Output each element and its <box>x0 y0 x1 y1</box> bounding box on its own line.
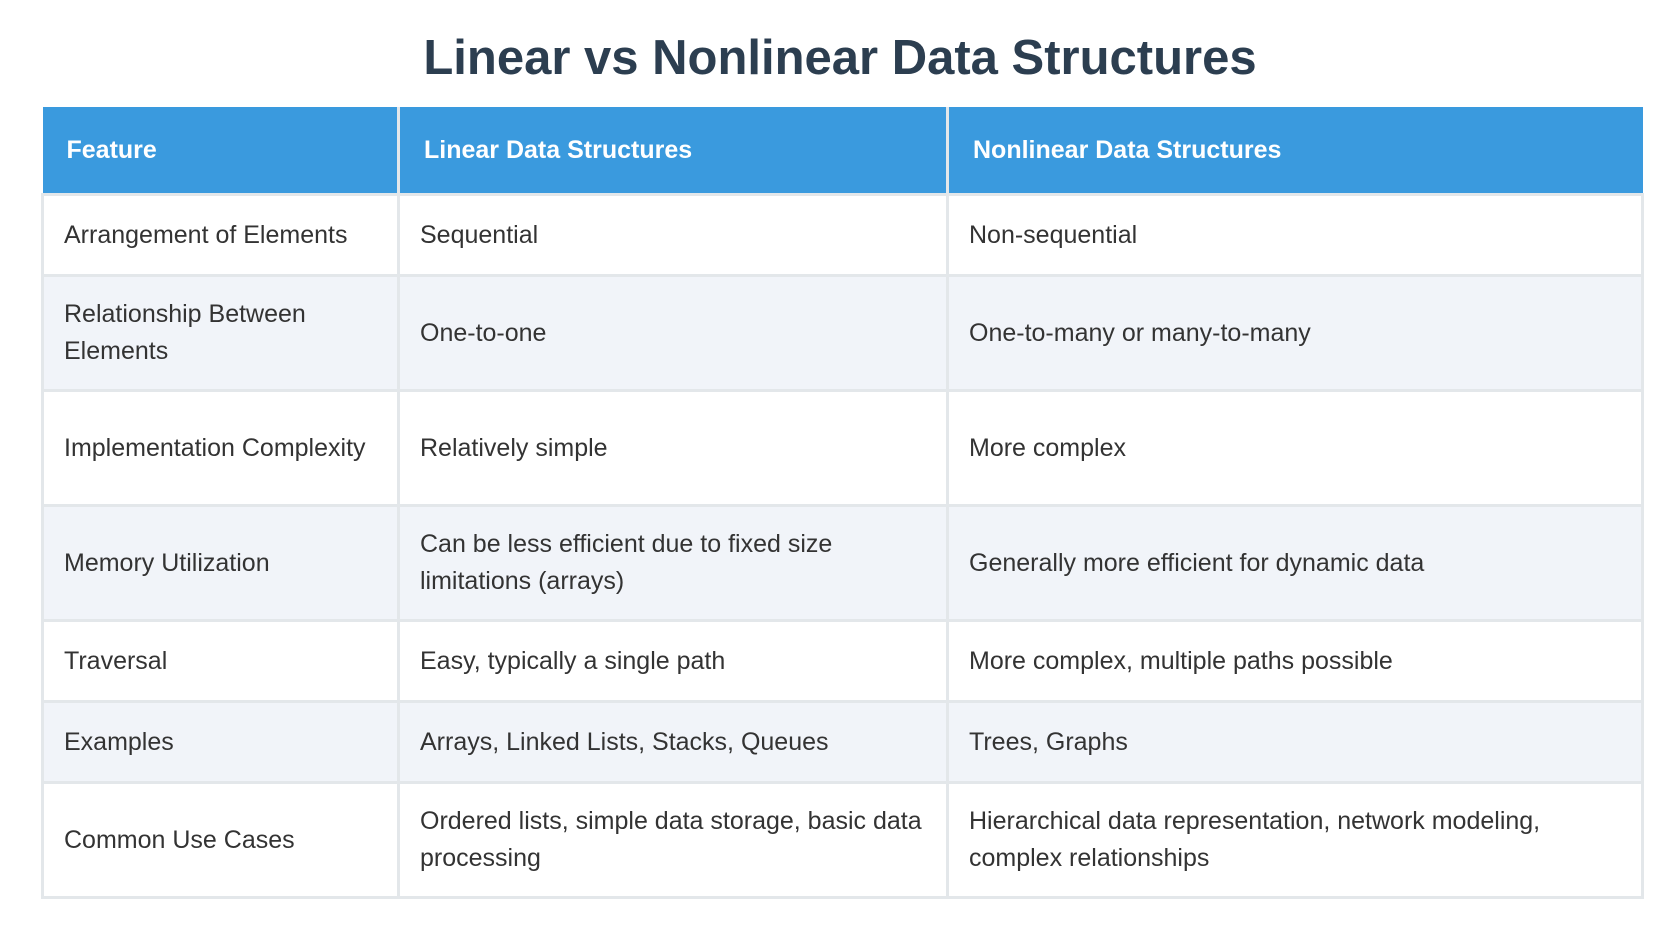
nonlinear-cell: Hierarchical data representation, network modeling, complex relationships <box>948 783 1643 898</box>
feature-cell: Common Use Cases <box>43 783 399 898</box>
header-feature: Feature <box>43 107 399 195</box>
feature-cell: Implementation Complexity <box>43 391 399 506</box>
linear-cell: Arrays, Linked Lists, Stacks, Queues <box>399 702 948 783</box>
nonlinear-cell: More complex <box>948 391 1643 506</box>
nonlinear-cell: More complex, multiple paths possible <box>948 621 1643 702</box>
linear-cell: Relatively simple <box>399 391 948 506</box>
table-header <box>43 107 1643 195</box>
linear-cell: Ordered lists, simple data storage, basic data processing <box>399 783 948 898</box>
comparison-table <box>41 107 1644 899</box>
nonlinear-cell: One-to-many or many-to-many <box>948 276 1643 391</box>
feature-cell: Examples <box>43 702 399 783</box>
comparison-table-container <box>41 107 1641 899</box>
table-row <box>43 702 1643 783</box>
feature-cell: Traversal <box>43 621 399 702</box>
table-body <box>43 195 1643 898</box>
table-row <box>43 195 1643 276</box>
header-nonlinear: Nonlinear Data Structures <box>948 107 1643 195</box>
header-linear: Linear Data Structures <box>399 107 948 195</box>
linear-cell: Can be less efficient due to fixed size limitations (arrays) <box>399 506 948 621</box>
feature-cell: Relationship Between Elements <box>43 276 399 391</box>
table-row <box>43 783 1643 898</box>
table-row <box>43 506 1643 621</box>
linear-cell: One-to-one <box>399 276 948 391</box>
linear-cell: Sequential <box>399 195 948 276</box>
nonlinear-cell: Generally more efficient for dynamic data <box>948 506 1643 621</box>
feature-cell: Arrangement of Elements <box>43 195 399 276</box>
table-row <box>43 391 1643 506</box>
table-row <box>43 621 1643 702</box>
table-row <box>43 276 1643 391</box>
nonlinear-cell: Non-sequential <box>948 195 1643 276</box>
feature-cell: Memory Utilization <box>43 506 399 621</box>
nonlinear-cell: Trees, Graphs <box>948 702 1643 783</box>
linear-cell: Easy, typically a single path <box>399 621 948 702</box>
header-row <box>43 107 1643 195</box>
page-title: Linear vs Nonlinear Data Structures <box>423 31 1257 85</box>
